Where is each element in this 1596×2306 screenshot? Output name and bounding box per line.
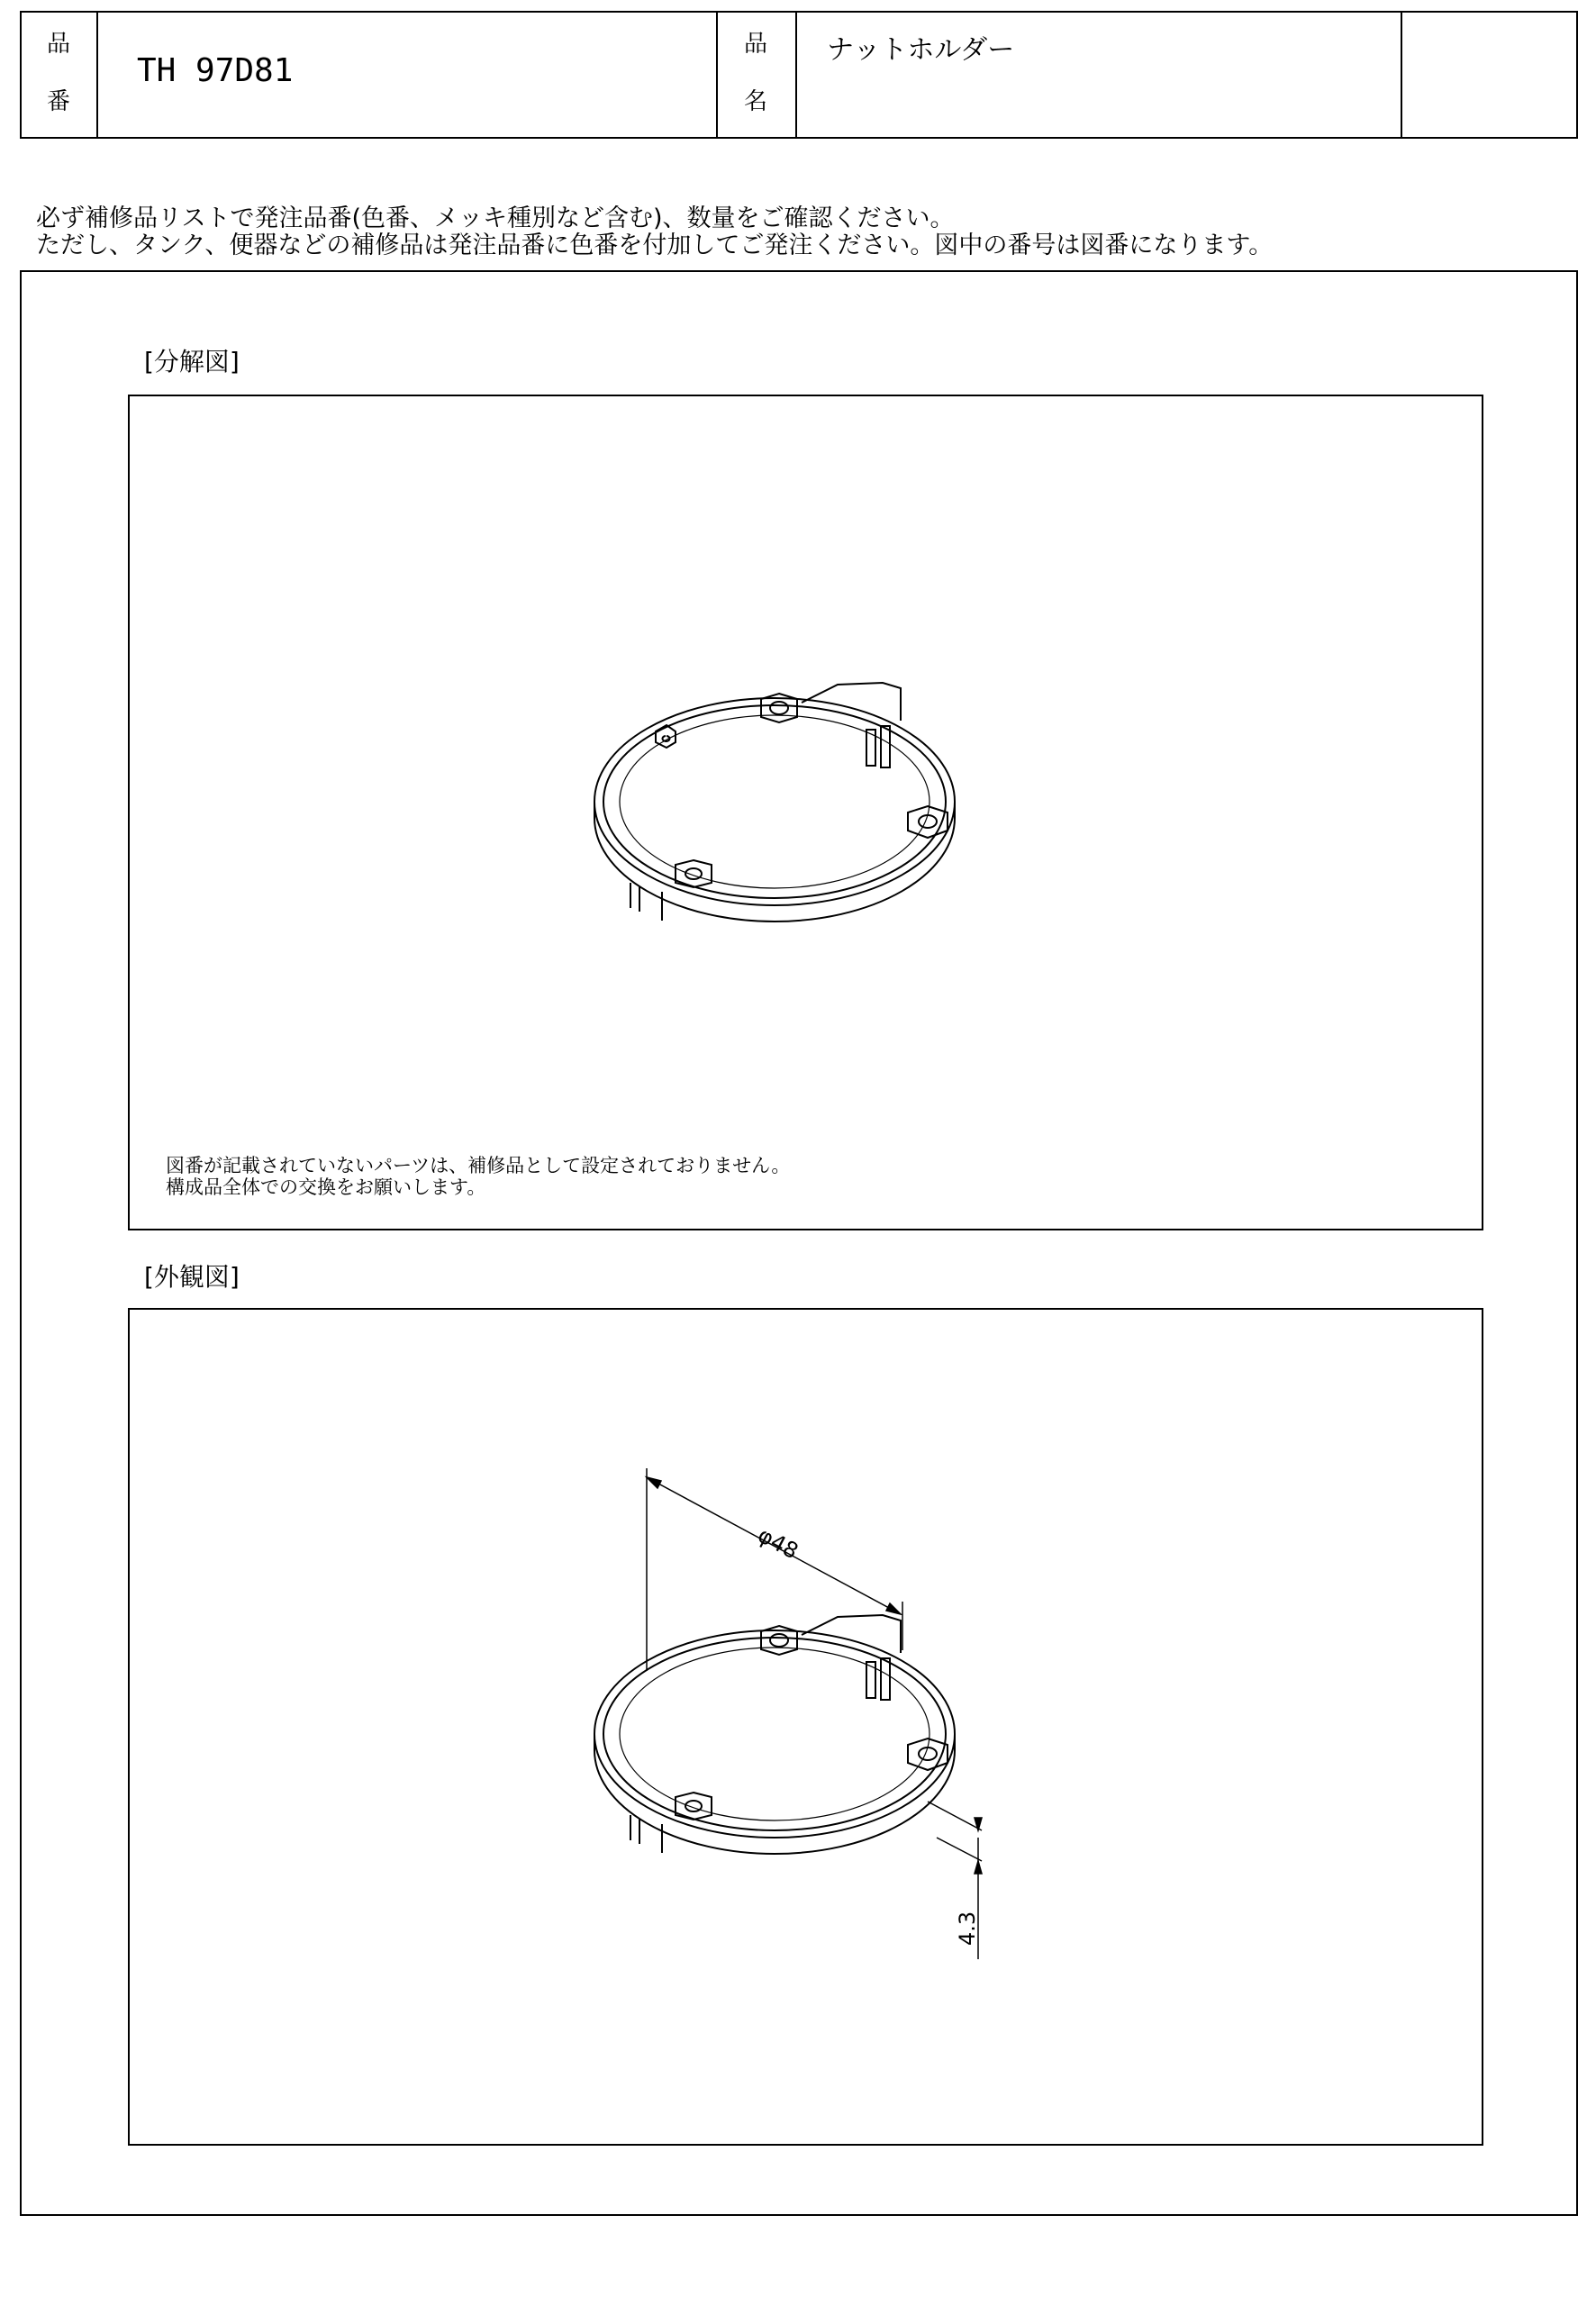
part-no-label-bottom: 番 (47, 88, 71, 115)
exploded-note-line-2: 構成品全体での交換をお願いします。 (166, 1176, 486, 1198)
nut-holder-exploded-drawing (540, 667, 1009, 964)
part-name-label-bottom: 名 (744, 88, 768, 115)
instruction-line-2: ただし、タンク、便器などの補修品は発注品番に色番を付加してご発注ください。図中の番号は図番になります。 (36, 232, 1274, 259)
part-number: TH 97D81 (137, 52, 294, 89)
header-divider (716, 11, 718, 139)
instruction-line-1: 必ず補修品リストで発注品番(色番、メッキ種別など含む)、数量をご確認ください。 (36, 204, 955, 232)
part-name: ナットホルダー (827, 34, 1015, 66)
header-divider (795, 11, 797, 139)
part-name-label-top: 品 (744, 31, 768, 58)
header-divider (1401, 11, 1402, 139)
exterior-view-label: [外観図] (144, 1262, 240, 1292)
exploded-note-line-1: 図番が記載されていないパーツは、補修品として設定されておりません。 (166, 1155, 791, 1176)
height-dimension: 4.3 (955, 1911, 980, 1946)
diameter-dimension: φ48 (753, 1522, 803, 1565)
nut-holder-exterior-drawing (540, 1441, 1009, 2000)
header-divider (96, 11, 98, 139)
exploded-view-label: [分解図] (144, 347, 240, 377)
part-no-label-top: 品 (47, 31, 71, 58)
